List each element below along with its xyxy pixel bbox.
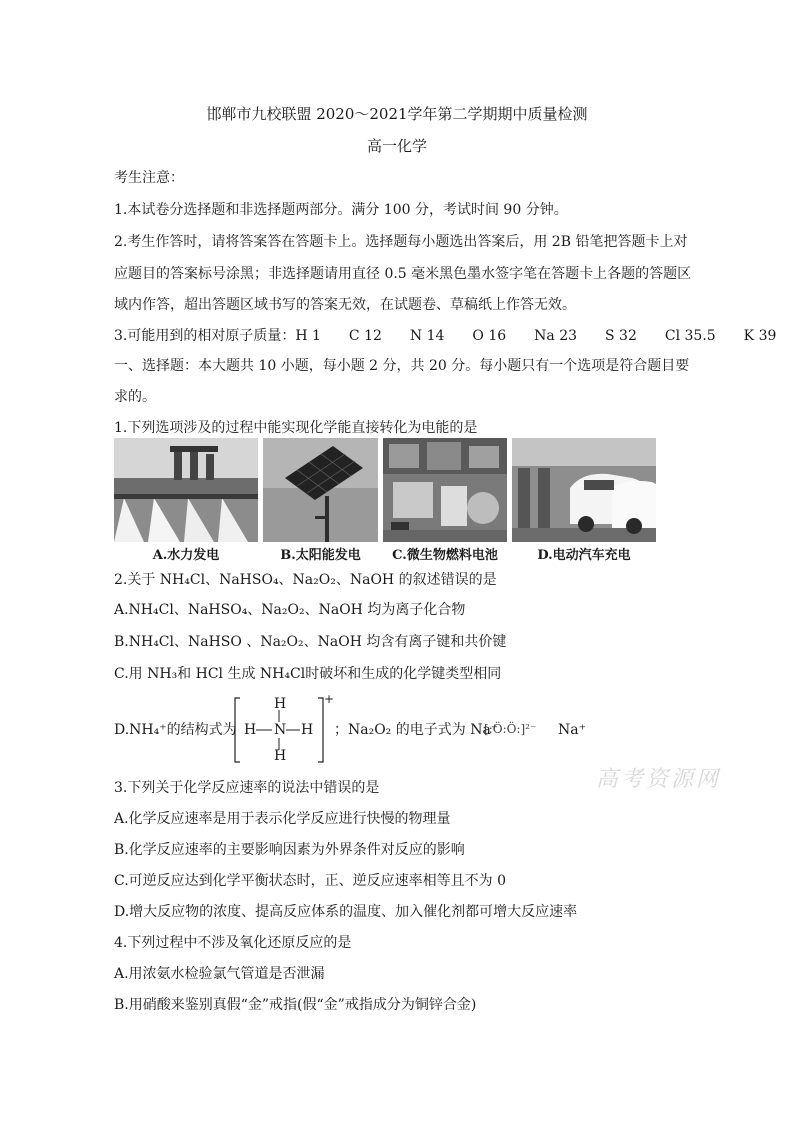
- section-heading-cont: 求的。: [114, 389, 156, 405]
- exam-title: 邯郸市九校联盟 2020～2021学年第二学期期中质量检测: [206, 105, 588, 123]
- notice-item-3: 3.可能用到的相对原子质量：H 1 C 12 N 14 O 16 Na 23 S 32 Cl 35.5 K 39: [114, 328, 777, 344]
- photo-fuel-cell-lab: [383, 438, 507, 542]
- notice-item-2: 2.考生作答时，请将答案答在答题卡上。选择题每小题选出答案后，用 2B 铅笔把答题卡上对: [114, 234, 688, 250]
- struct-charge: +: [324, 692, 335, 706]
- photo-hydropower: [114, 438, 258, 542]
- question-3-option-b: B.化学反应速率的主要影响因素为外界条件对反应的影响: [114, 842, 465, 858]
- section-heading: 一、选择题：本大题共 10 小题，每小题 2 分，共 20 分。每小题只有一个选项是符合题目要: [114, 358, 690, 374]
- struct-h-right: H: [301, 722, 314, 738]
- option-c-caption: C.微生物燃料电池: [392, 548, 498, 563]
- question-4-stem: 4.下列过程中不涉及氧化还原反应的是: [114, 935, 352, 951]
- question-4-option-a: A.用浓氨水检验氯气管道是否泄漏: [114, 966, 325, 982]
- struct-h-left: H: [244, 722, 257, 738]
- question-2-option-d-prefix: D.NH₄⁺的结构式为: [114, 722, 237, 738]
- struct-h-top: H: [274, 696, 287, 712]
- struct-h-bottom: H: [274, 748, 287, 764]
- question-2-option-d-mid: ；Na₂O₂ 的电子式为 Na⁺: [334, 722, 499, 738]
- notice-item-2-cont: 应题目的答案标号涂黑；非选择题请用直径 0.5 毫米黑色墨水签字笔在答题卡上各题的答题区: [114, 266, 692, 282]
- option-a-caption: A.水力发电: [152, 548, 220, 563]
- question-2-option-b: B.NH₄Cl、NaHSO 、Na₂O₂、NaOH 均含有离子键和共价键: [114, 634, 507, 650]
- watermark: 高考资源网: [596, 767, 722, 792]
- question-3-option-c: C.可逆反应达到化学平衡状态时，正、逆反应速率相等且不为 0: [114, 873, 507, 889]
- question-2-stem: 2.关于 NH₄Cl、NaHSO₄、Na₂O₂、NaOH 的叙述错误的是: [114, 572, 497, 588]
- peroxide-electron-formula: [:Ö:Ö:]²⁻: [484, 722, 537, 736]
- option-b-caption: B.太阳能发电: [280, 548, 361, 563]
- question-1-stem: 1.下列选项涉及的过程中能实现化学能直接转化为电能的是: [114, 420, 478, 436]
- subject-title: 高一化学: [366, 137, 427, 155]
- struct-n: N: [274, 722, 287, 738]
- question-3-stem: 3.下列关于化学反应速率的说法中错误的是: [114, 780, 380, 796]
- notice-heading: 考生注意：: [114, 170, 184, 186]
- option-d-caption: D.电动汽车充电: [537, 548, 631, 563]
- question-4-option-b: B.用硝酸来鉴别真假“金”戒指(假“金”戒指成分为铜锌合金): [114, 997, 477, 1013]
- photo-solar-panel: [263, 438, 378, 542]
- question-2-option-a: A.NH₄Cl、NaHSO₄、Na₂O₂、NaOH 均为离子化合物: [114, 602, 466, 618]
- notice-item-2-cont2: 域内作答，超出答题区域书写的答案无效，在试题卷、草稿纸上作答无效。: [114, 297, 576, 313]
- notice-item-1: 1.本试卷分选择题和非选择题两部分。满分 100 分，考试时间 90 分钟。: [114, 202, 568, 218]
- question-3-option-a: A.化学反应速率是用于表示化学反应进行快慢的物理量: [114, 811, 451, 827]
- question-2-option-d-suffix: Na⁺: [558, 722, 586, 738]
- question-2-option-c: C.用 NH₃和 HCl 生成 NH₄Cl时破坏和生成的化学键类型相同: [114, 666, 502, 682]
- question-3-option-d: D.增大反应物的浓度、提高反应体系的温度、加入催化剂都可增大反应速率: [114, 904, 578, 920]
- photo-ev-charging: [512, 438, 656, 542]
